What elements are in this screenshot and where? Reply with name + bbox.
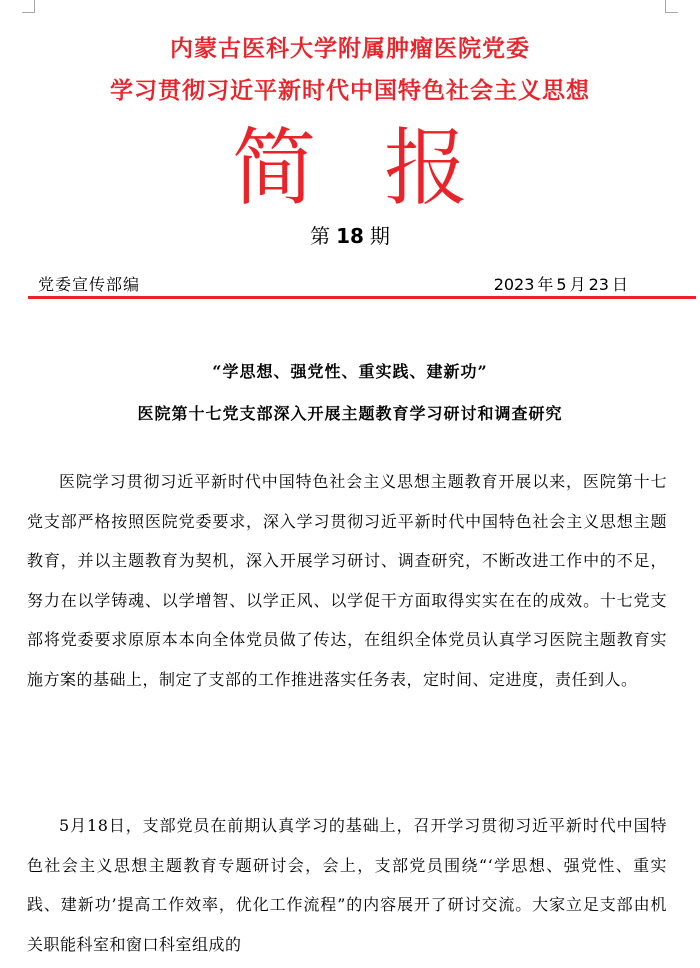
masthead-title (0, 120, 700, 216)
organization-header: 内蒙古医科大学附属肿瘤医院党委 (170, 36, 530, 62)
date-day: 23 (588, 275, 609, 294)
article-title-line-1: “学思想、强党性、重实践、建新功” (212, 362, 488, 381)
date-month: 5 (556, 275, 567, 294)
article-paragraph-2: 5月18日，支部党员在前期认真学习的基础上，召开学习贯彻习近平新时代中国特色社会主义思想主题教育专题研讨会，会上，支部党员围绕“‘学思想、强党性、重实践、建新功’提高工作效率，优化工作流程”的内容展开了研讨交流。大家立足支部由机关职能科室和窗口科室组成的 (27, 816, 667, 954)
page-corner-mark-top-left (22, 0, 35, 13)
header-divider (28, 296, 696, 299)
issue-suffix: 期 (369, 224, 390, 248)
publish-date (491, 272, 628, 295)
theme-header: 学习贯彻习近平新时代中国特色社会主义思想 (110, 78, 590, 104)
date-year-unit: 年 (537, 275, 554, 294)
page-corner-mark-top-right (665, 0, 678, 13)
article-paragraph-1: 医院学习贯彻习近平新时代中国特色社会主义思想主题教育开展以来，医院第十七党支部严格按照医院党委要求，深入学习贯彻习近平新时代中国特色社会主义思想主题教育，并以主题教育为契机，深入开展学习研讨、调查研究，不断改进工作中的不足，努力在以学铸魂、以学增智、以学正风、以学促干方面取得实实在在的成效。十七党支部将党委要求原原本本向全体党员做了传达，在组织全体党员认真学习医院主题教育实施方案的基础上，制定了支部的工作推进落实任务表，定时间、定进度，责任到人。 (27, 472, 667, 689)
masthead-char-2: 报 (384, 119, 469, 217)
issue-prefix: 第 (310, 224, 331, 248)
date-year: 2023 (493, 275, 535, 294)
issue-number: 18 (336, 224, 364, 248)
article-title-line-2: 医院第十七党支部深入开展主题教育学习研讨和调查研究 (137, 404, 563, 423)
date-month-unit: 月 (569, 275, 586, 294)
masthead-char-1: 简 (231, 119, 316, 217)
issue-number-line (0, 220, 700, 249)
editor-label: 党委宣传部编 (38, 275, 141, 294)
date-day-unit: 日 (611, 275, 628, 294)
